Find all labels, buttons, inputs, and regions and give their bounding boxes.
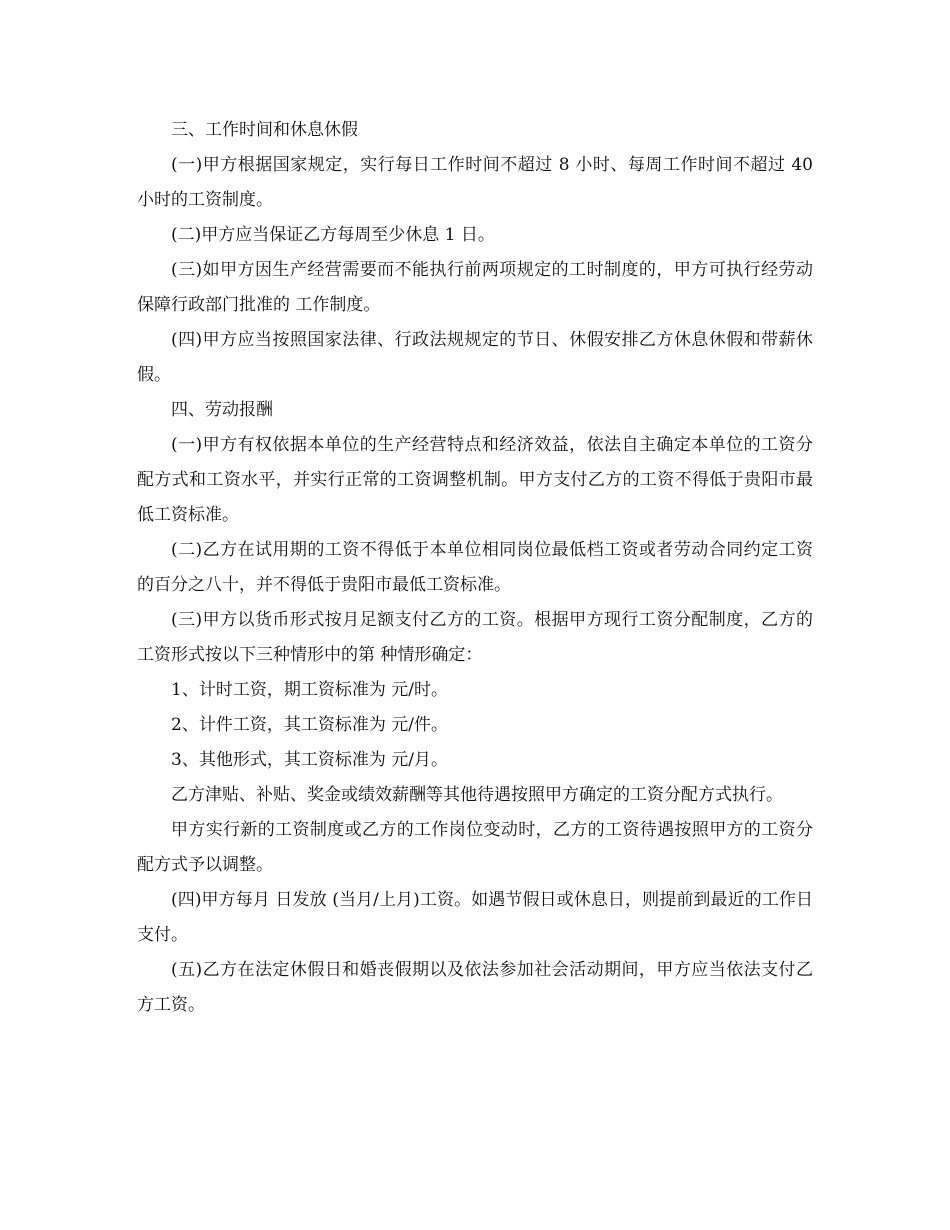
paragraph: (三)甲方以货币形式按月足额支付乙方的工资。根据甲方现行工资分配制度，乙方的工资形式按以下三种情形中的第 种情形确定： [137,610,813,665]
paragraph: (二)甲方应当保证乙方每周至少休息 1 日。 [171,225,495,245]
paragraph: (五)乙方在法定休假日和婚丧假期以及依法参加社会活动期间，甲方应当依法支付乙方工资。 [137,960,813,1015]
list-item: 1、计时工资，期工资标准为 元/时。 [171,680,448,700]
paragraph: (一)甲方有权依据本单位的生产经营特点和经济效益，依法自主确定本单位的工资分配方式和工资水平，并实行正常的工资调整机制。甲方支付乙方的工资不得低于贵阳市最低工资标准。 [137,435,813,525]
paragraph: 甲方实行新的工资制度或乙方的工作岗位变动时，乙方的工资待遇按照甲方的工资分配方式予以调整。 [137,820,813,875]
paragraph: (四)甲方每月 日发放 (当月/上月)工资。如遇节假日或休息日，则提前到最近的工作日支付。 [137,890,813,945]
section-heading-work-hours: 三、工作时间和休息休假 [171,120,358,140]
document-body [137,113,813,1023]
list-item: 3、其他形式，其工资标准为 元/月。 [171,750,448,770]
paragraph: 乙方津贴、补贴、奖金或绩效薪酬等其他待遇按照甲方确定的工资分配方式执行。 [171,785,783,805]
paragraph: (三)如甲方因生产经营需要而不能执行前两项规定的工时制度的，甲方可执行经劳动保障行政部门批准的 工作制度。 [137,260,813,315]
paragraph: (一)甲方根据国家规定，实行每日工作时间不超过 8 小时、每周工作时间不超过 40 小时的工资制度。 [137,155,813,210]
list-item: 2、计件工资，其工资标准为 元/件。 [171,715,448,735]
section-heading-remuneration: 四、劳动报酬 [171,400,273,420]
paragraph: (二)乙方在试用期的工资不得低于本单位相同岗位最低档工资或者劳动合同约定工资的百分之八十，并不得低于贵阳市最低工资标准。 [137,540,813,595]
paragraph: (四)甲方应当按照国家法律、行政法规规定的节日、休假安排乙方休息休假和带薪休假。 [137,330,813,385]
